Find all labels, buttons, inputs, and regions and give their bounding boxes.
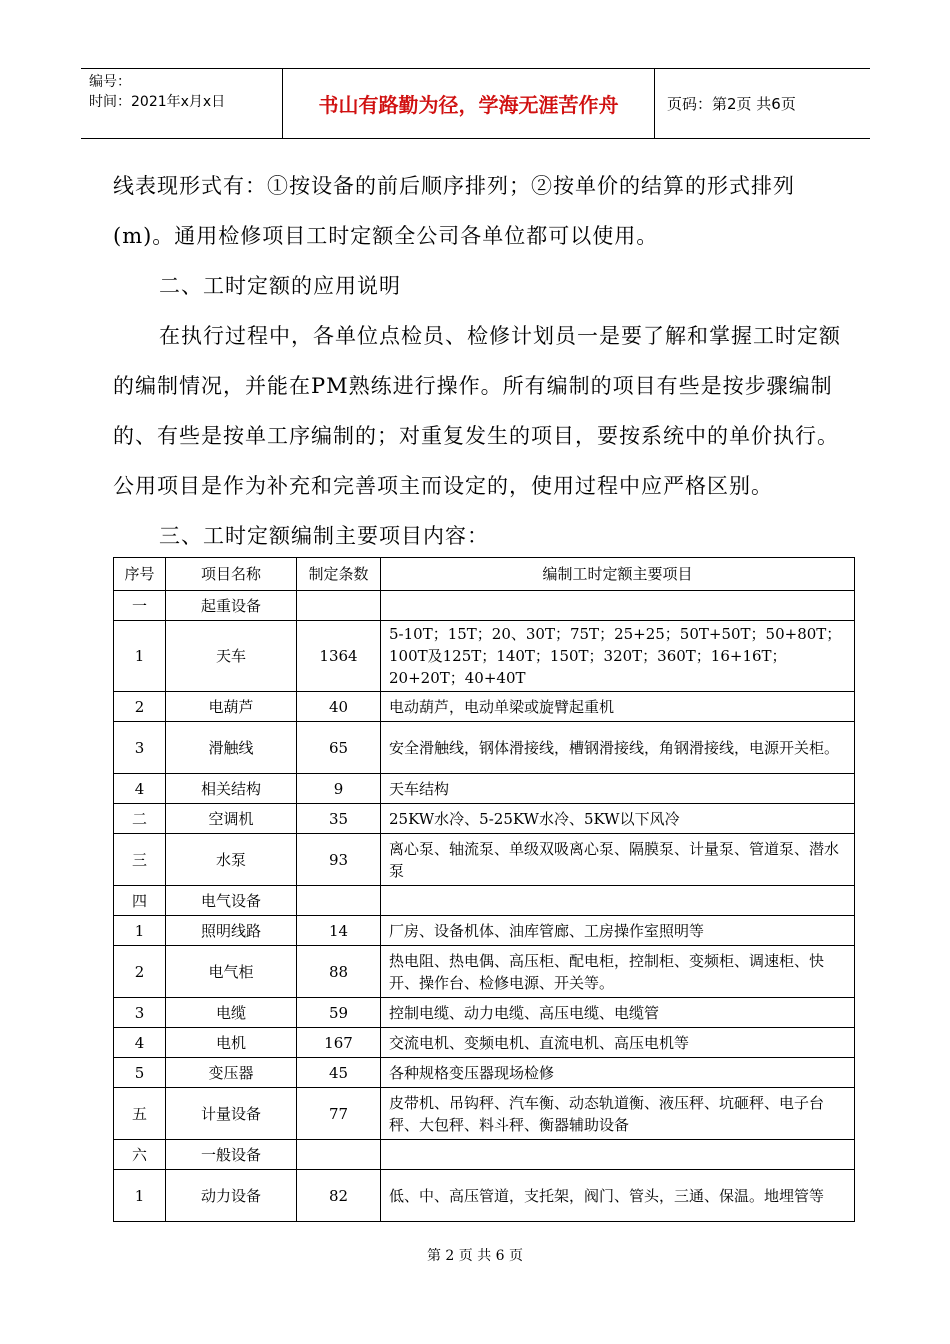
- table-header-row: [114, 558, 855, 591]
- description-cell: 离心泵、轴流泵、单级双吸离心泵、隔膜泵、计量泵、管道泵、潜水泵: [381, 834, 855, 886]
- table-row: [114, 692, 855, 722]
- description-cell: [381, 886, 855, 916]
- description-cell: 25KW水冷、5-25KW水冷、5KW以下风冷: [381, 804, 855, 834]
- row-index-cell: 4: [114, 774, 166, 804]
- description-cell: 交流电机、变频电机、直流电机、高压电机等: [381, 1028, 855, 1058]
- description-cell: 各种规格变压器现场检修: [381, 1058, 855, 1088]
- row-index-cell: 五: [114, 1088, 166, 1140]
- paragraph-line: (m)。通用检修项目工时定额全公司各单位都可以使用。: [113, 224, 659, 248]
- paragraph: 在执行过程中，各单位点检员、检修计划员一是要了解和掌握工时定额的编制情况，并能在PM熟练进行操作。所有编制的项目有些是按步骤编制的、有些是按单工序编制的；对重复发生的项目，要按系统中的单价执行。公用项目是作为补充和完善项主而设定的，使用过程中应严格区别。: [113, 324, 841, 498]
- header-motto: 书山有路勤为径，学海无涯苦作舟: [282, 69, 655, 138]
- count-cell: [297, 591, 381, 621]
- item-name-cell: 电缆: [166, 998, 297, 1028]
- table-row: [114, 946, 855, 998]
- item-name-cell: 一般设备: [166, 1140, 297, 1170]
- count-cell: [297, 886, 381, 916]
- item-name-cell: 计量设备: [166, 1088, 297, 1140]
- table-row: [114, 1140, 855, 1170]
- row-index-cell: 三: [114, 834, 166, 886]
- count-cell: 59: [297, 998, 381, 1028]
- paragraph-line: 线表现形式有：①按设备的前后顺序排列；②按单价的结算的形式排列: [113, 174, 795, 198]
- row-index-cell: 2: [114, 946, 166, 998]
- row-index-cell: 2: [114, 692, 166, 722]
- work-hour-quota-table: [113, 557, 855, 1222]
- row-index-cell: 一: [114, 591, 166, 621]
- table-row: [114, 1170, 855, 1222]
- item-name-cell: 照明线路: [166, 916, 297, 946]
- item-name-cell: 电葫芦: [166, 692, 297, 722]
- count-cell: [297, 1140, 381, 1170]
- table-row: [114, 1058, 855, 1088]
- table-row: [114, 916, 855, 946]
- row-index-cell: 1: [114, 916, 166, 946]
- row-index-cell: 4: [114, 1028, 166, 1058]
- table-row: [114, 774, 855, 804]
- item-name-cell: 相关结构: [166, 774, 297, 804]
- table-row: [114, 998, 855, 1028]
- count-cell: 35: [297, 804, 381, 834]
- table-row: [114, 591, 855, 621]
- section-heading: 三、工时定额编制主要项目内容：: [159, 524, 489, 548]
- table-row: [114, 834, 855, 886]
- description-cell: 低、中、高压管道，支托架，阀门、管头，三通、保温。地埋管等: [381, 1170, 855, 1222]
- page-header: [81, 68, 870, 139]
- item-name-cell: 水泵: [166, 834, 297, 886]
- description-cell: 电动葫芦，电动单梁或旋臂起重机: [381, 692, 855, 722]
- column-header: 序号: [114, 558, 166, 591]
- description-cell: 天车结构: [381, 774, 855, 804]
- column-header: 编制工时定额主要项目: [381, 558, 855, 591]
- item-name-cell: 天车: [166, 621, 297, 692]
- description-cell: [381, 1140, 855, 1170]
- item-name-cell: 起重设备: [166, 591, 297, 621]
- document-number-label: 编号：: [89, 74, 131, 90]
- column-header: 项目名称: [166, 558, 297, 591]
- table-row: [114, 621, 855, 692]
- count-cell: 167: [297, 1028, 381, 1058]
- row-index-cell: 3: [114, 722, 166, 774]
- description-cell: 控制电缆、动力电缆、高压电缆、电缆管: [381, 998, 855, 1028]
- count-cell: 45: [297, 1058, 381, 1088]
- header-meta: [81, 69, 282, 138]
- description-cell: 皮带机、吊钩秤、汽车衡、动态轨道衡、液压秤、坑砸秤、电子台秤、大包秤、料斗秤、衡器辅助设备: [381, 1088, 855, 1140]
- count-cell: 1364: [297, 621, 381, 692]
- table-row: [114, 1088, 855, 1140]
- description-cell: 厂房、设备机体、油库管廊、工房操作室照明等: [381, 916, 855, 946]
- row-index-cell: 1: [114, 1170, 166, 1222]
- count-cell: 93: [297, 834, 381, 886]
- item-name-cell: 变压器: [166, 1058, 297, 1088]
- count-cell: 77: [297, 1088, 381, 1140]
- count-cell: 40: [297, 692, 381, 722]
- description-cell: 5-10T；15T；20、30T；75T；25+25；50T+50T；50+80T；100T及125T；140T；150T；320T；360T；16+16T；20+20T；40+40T: [381, 621, 855, 692]
- row-index-cell: 二: [114, 804, 166, 834]
- description-cell: 热电阻、热电偶、高压柜、配电柜，控制柜、变频柜、调速柜、快开、操作台、检修电源、开关等。: [381, 946, 855, 998]
- description-cell: [381, 591, 855, 621]
- count-cell: 65: [297, 722, 381, 774]
- page-footer: 第 2 页 共 6 页: [426, 1248, 524, 1264]
- column-header: 制定条数: [297, 558, 381, 591]
- table-row: [114, 804, 855, 834]
- table-row: [114, 886, 855, 916]
- item-name-cell: 电气柜: [166, 946, 297, 998]
- document-time-label: 时间：2021年x月x日: [89, 94, 226, 110]
- count-cell: 14: [297, 916, 381, 946]
- row-index-cell: 六: [114, 1140, 166, 1170]
- row-index-cell: 四: [114, 886, 166, 916]
- row-index-cell: 3: [114, 998, 166, 1028]
- header-page-number: 页码：第2页 共6页: [667, 95, 796, 113]
- table-row: [114, 1028, 855, 1058]
- item-name-cell: 电机: [166, 1028, 297, 1058]
- section-heading: 二、工时定额的应用说明: [159, 274, 401, 298]
- item-name-cell: 动力设备: [166, 1170, 297, 1222]
- row-index-cell: 5: [114, 1058, 166, 1088]
- item-name-cell: 滑触线: [166, 722, 297, 774]
- count-cell: 9: [297, 774, 381, 804]
- table-body: [114, 591, 855, 1222]
- item-name-cell: 空调机: [166, 804, 297, 834]
- table-row: [114, 722, 855, 774]
- count-cell: 88: [297, 946, 381, 998]
- row-index-cell: 1: [114, 621, 166, 692]
- count-cell: 82: [297, 1170, 381, 1222]
- item-name-cell: 电气设备: [166, 886, 297, 916]
- description-cell: 安全滑触线，钢体滑接线，槽钢滑接线，角钢滑接线，电源开关柜。: [381, 722, 855, 774]
